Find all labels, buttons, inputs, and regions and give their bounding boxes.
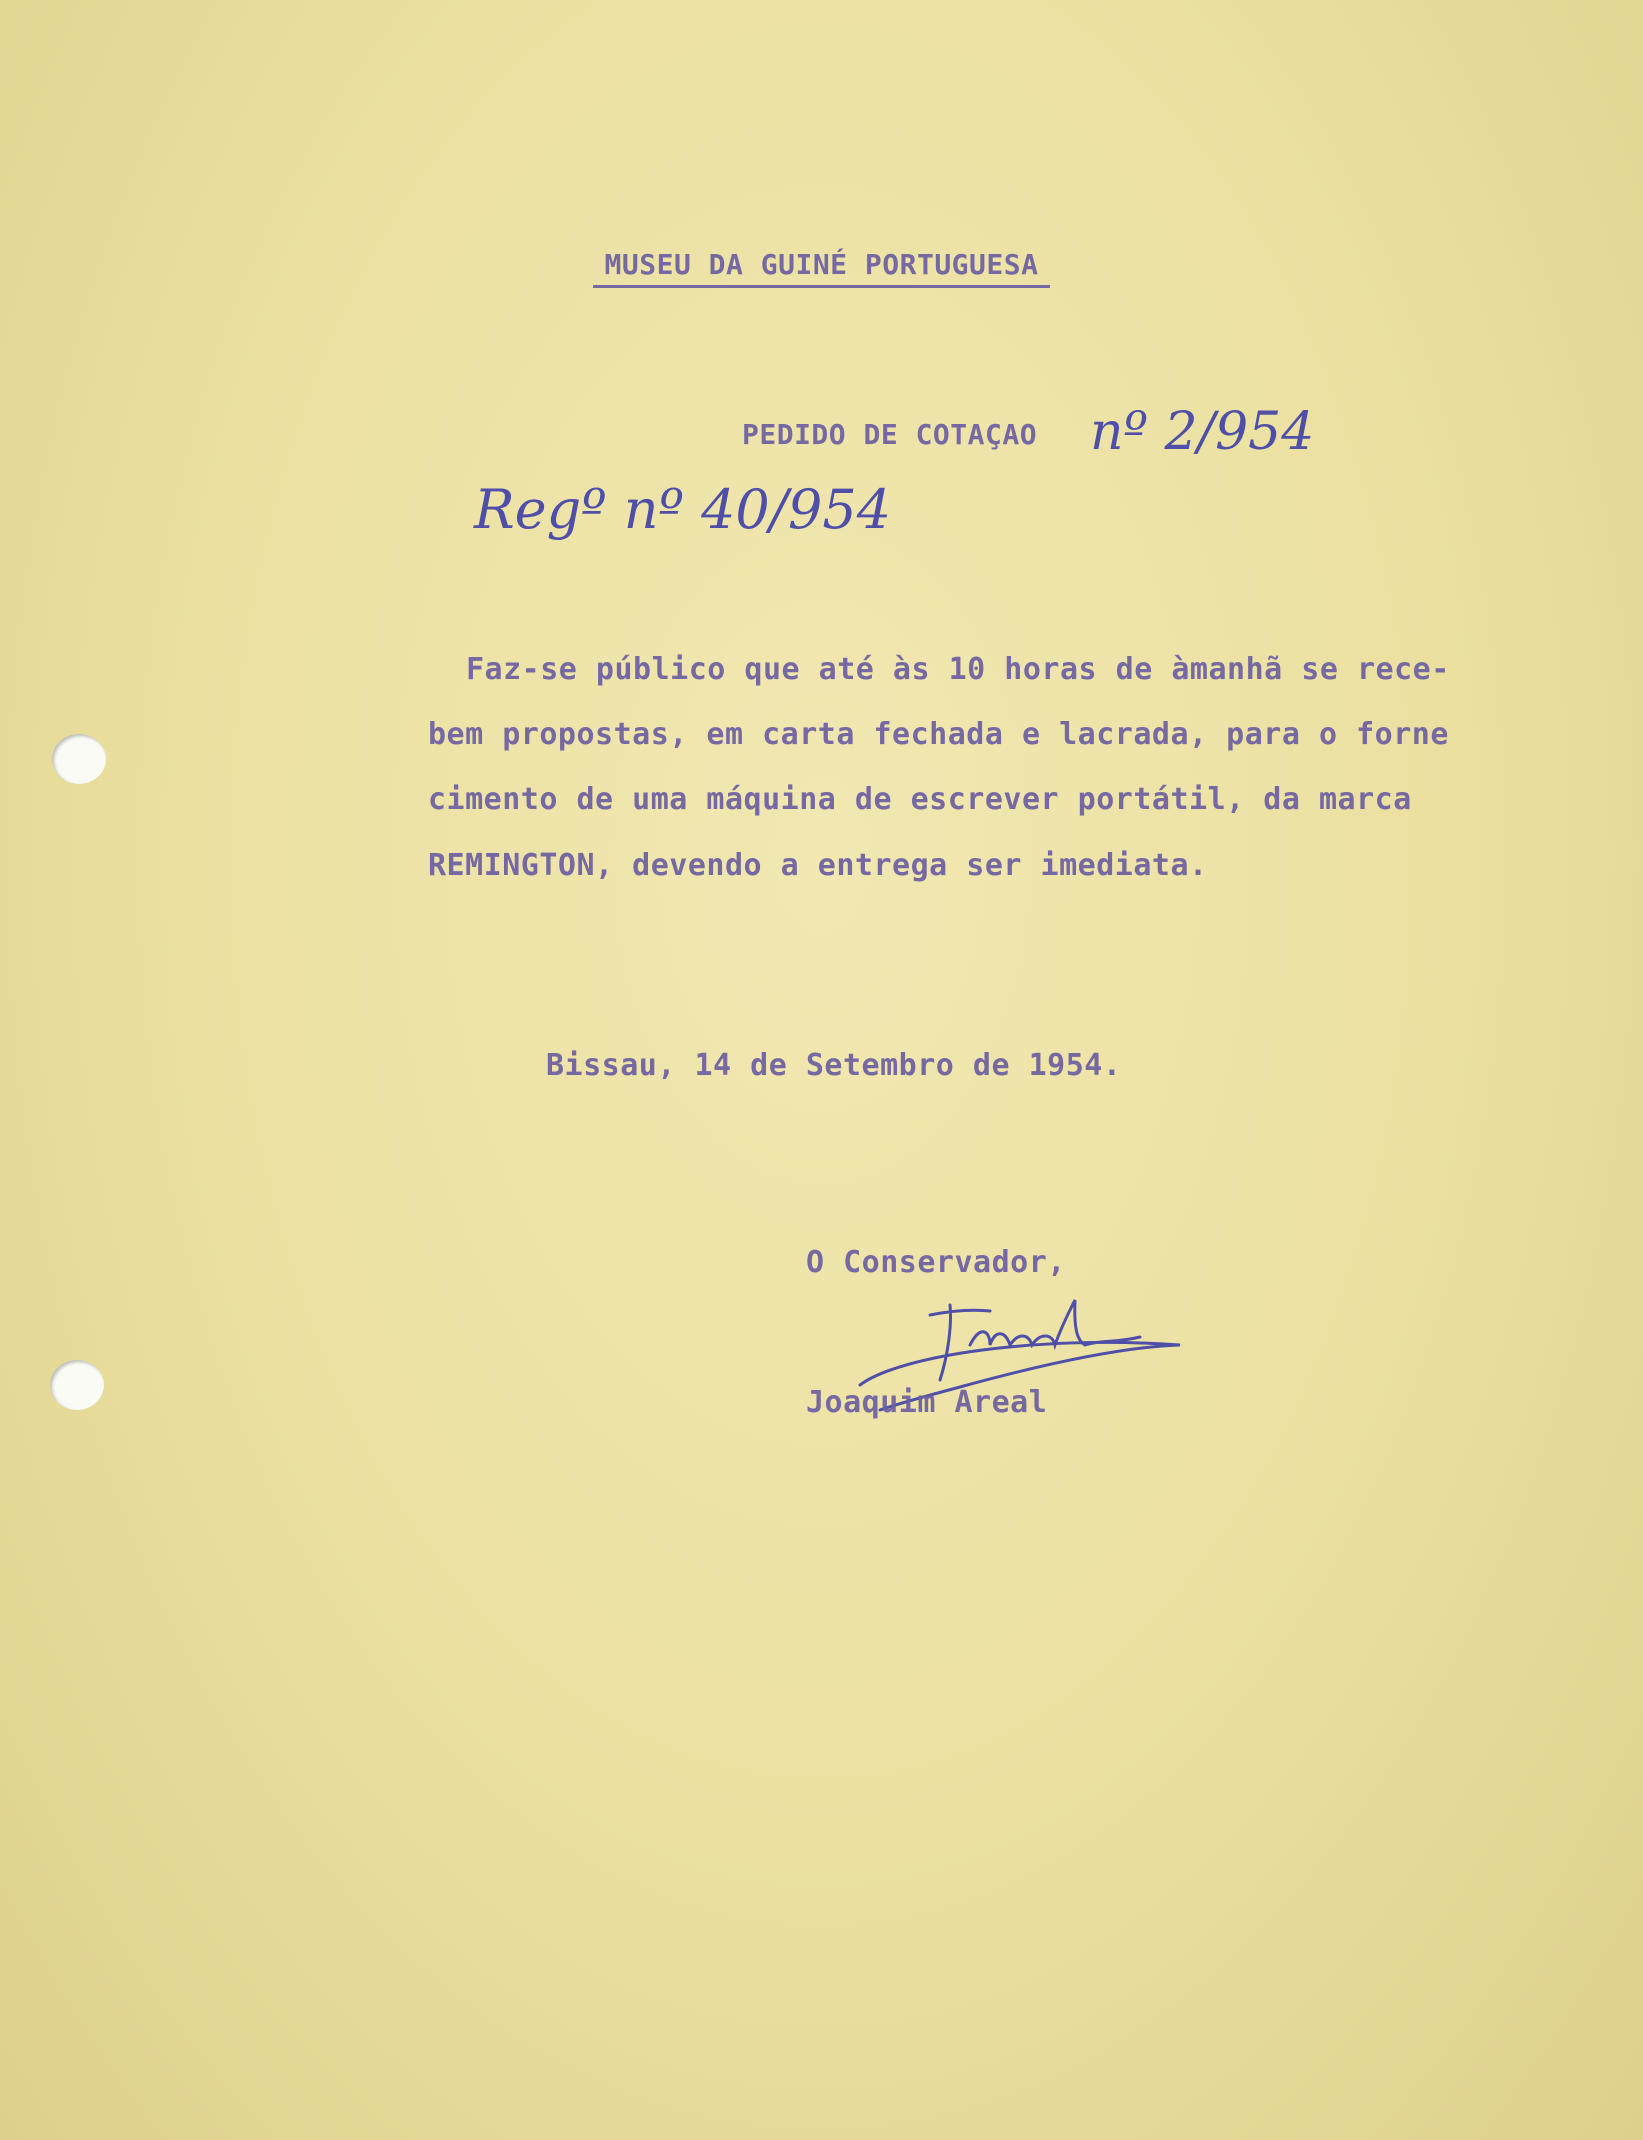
- punch-hole: [52, 734, 106, 784]
- body-line: Faz-se público que até às 10 horas de àmanhã se rece-: [466, 652, 1450, 687]
- body-line: bem propostas, em carta fechada e lacrada, para o forne: [428, 717, 1449, 752]
- date-line: Bissau, 14 de Setembro de 1954.: [546, 1048, 1122, 1083]
- request-number-handwritten: nº 2/954: [1090, 402, 1315, 462]
- request-title: PEDIDO DE COTAÇAO: [742, 418, 1038, 451]
- body-line: cimento de uma máquina de escrever portátil, da marca: [428, 782, 1412, 817]
- punch-hole: [50, 1360, 104, 1410]
- body-line: REMINGTON, devendo a entrega ser imediata.: [428, 848, 1208, 883]
- signatory-title: O Conservador,: [806, 1245, 1066, 1280]
- registration-number-handwritten: Regº nº 40/954: [474, 478, 892, 541]
- signatory-name: Joaquim Areal: [806, 1385, 1048, 1420]
- institution-header: MUSEU DA GUINÉ PORTUGUESA: [0, 248, 1643, 281]
